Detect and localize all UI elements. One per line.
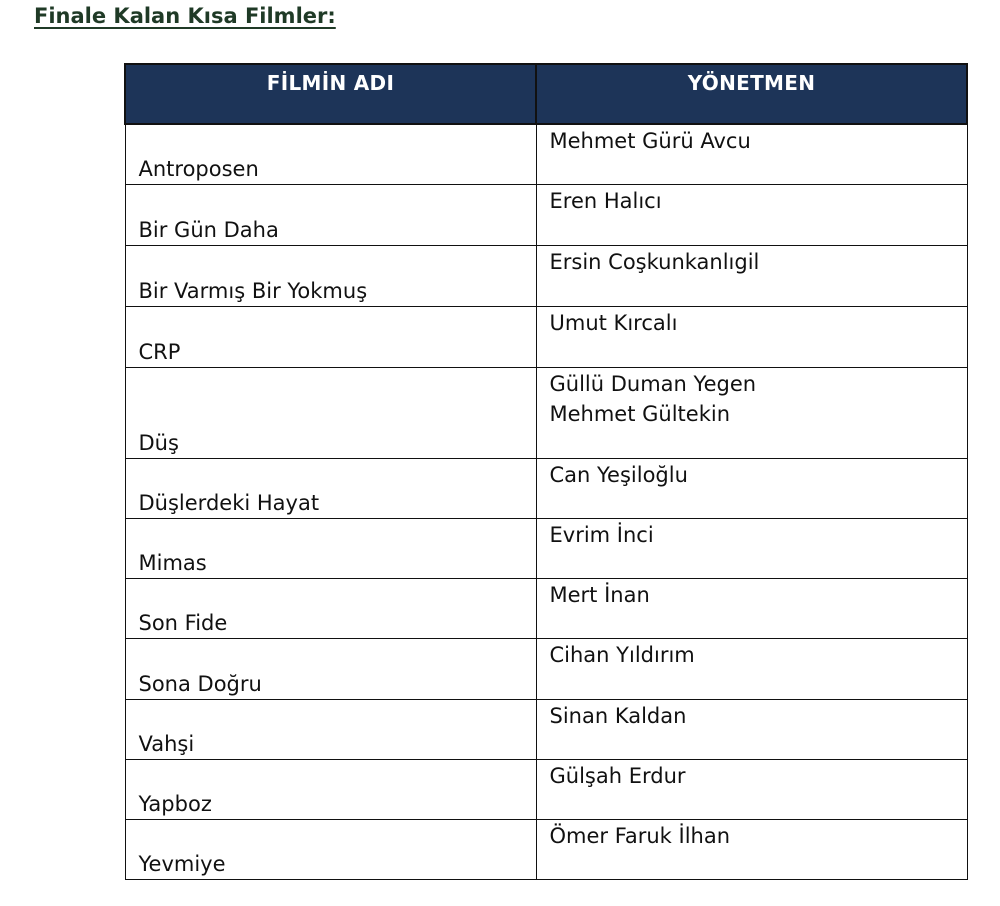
director-name: Güllü Duman Yegen	[549, 371, 757, 396]
film-title-cell	[125, 184, 536, 245]
film-title-cell	[125, 819, 536, 879]
director-name: Eren Halıcı	[549, 188, 662, 213]
film-title-cell	[125, 578, 536, 638]
film-title: Düş	[138, 430, 179, 455]
table-row	[125, 578, 967, 638]
column-header-director: YÖNETMEN	[536, 64, 967, 124]
director-name: Mehmet Gürü Avcu	[549, 129, 751, 153]
film-title: Sona Doğru	[138, 671, 262, 696]
table-row	[125, 518, 967, 578]
director-cell	[536, 819, 967, 879]
director-name: Ersin Coşkunkanlıgil	[549, 249, 760, 274]
film-title-cell	[125, 367, 536, 458]
director-cell	[536, 699, 967, 759]
table-row	[125, 819, 967, 879]
table-row	[125, 367, 967, 458]
page-heading: Finale Kalan Kısa Filmler:	[34, 4, 336, 28]
director-name: Cihan Yıldırım	[549, 642, 695, 667]
table-row	[125, 458, 967, 518]
director-cell	[536, 638, 967, 699]
table-row	[125, 124, 967, 184]
film-title: Mimas	[138, 550, 207, 575]
film-title-cell	[125, 245, 536, 306]
director-name: Gülşah Erdur	[549, 763, 686, 788]
director-cell	[536, 124, 967, 184]
film-title: Vahşi	[138, 731, 195, 756]
table-row	[125, 184, 967, 245]
table-row	[125, 699, 967, 759]
film-title-cell	[125, 124, 536, 184]
director-cell	[536, 184, 967, 245]
film-title-cell	[125, 306, 536, 367]
director-cell	[536, 245, 967, 306]
director-cell	[536, 367, 967, 458]
director-cell	[536, 458, 967, 518]
film-title: Yapboz	[138, 791, 212, 816]
films-table	[124, 63, 968, 880]
film-title-cell	[125, 458, 536, 518]
director-name: Evrim İnci	[549, 522, 654, 547]
director-cell	[536, 306, 967, 367]
director-name: Sinan Kaldan	[549, 703, 687, 728]
film-title: Düşlerdeki Hayat	[138, 490, 320, 515]
film-title: Son Fide	[138, 610, 228, 635]
film-title-cell	[125, 518, 536, 578]
director-cell	[536, 518, 967, 578]
table-header-row	[125, 64, 967, 124]
director-name: Can Yeşiloğlu	[549, 462, 688, 487]
director-name: Mehmet Gültekin	[549, 401, 731, 426]
director-name: Mert İnan	[549, 582, 650, 607]
table-body	[125, 124, 967, 879]
table-row	[125, 638, 967, 699]
film-title: Bir Varmış Bir Yokmuş	[138, 278, 368, 303]
director-name: Umut Kırcalı	[549, 310, 678, 335]
table-row	[125, 759, 967, 819]
film-title: Antroposen	[138, 156, 259, 181]
column-header-title: FİLMİN ADI	[125, 64, 536, 124]
film-title: Bir Gün Daha	[138, 217, 279, 242]
director-cell	[536, 759, 967, 819]
table-row	[125, 306, 967, 367]
director-name: Ömer Faruk İlhan	[549, 823, 731, 848]
film-title: Yevmiye	[138, 851, 226, 876]
film-title-cell	[125, 759, 536, 819]
director-cell	[536, 578, 967, 638]
table-row	[125, 245, 967, 306]
film-title-cell	[125, 699, 536, 759]
film-title-cell	[125, 638, 536, 699]
film-title: CRP	[138, 339, 181, 364]
